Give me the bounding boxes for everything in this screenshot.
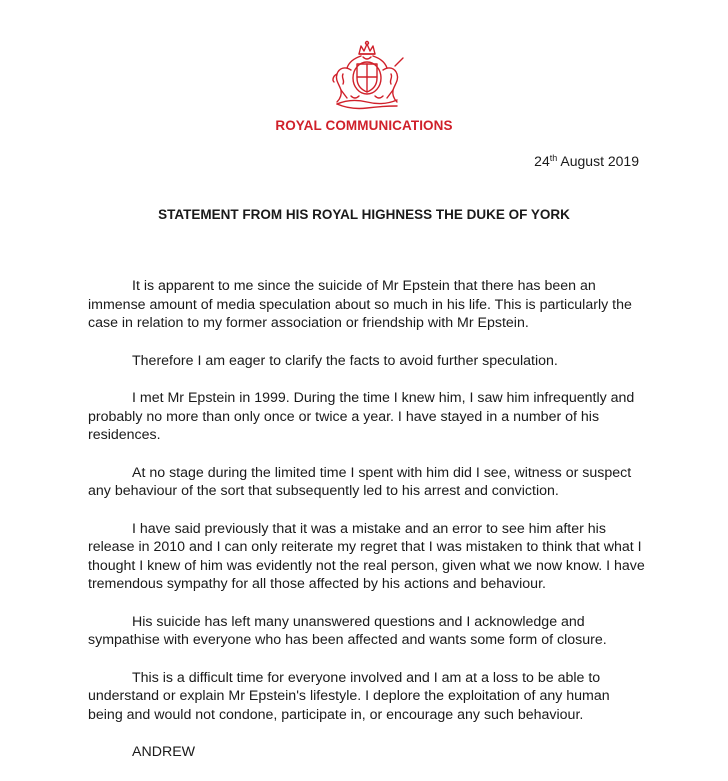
paragraph: At no stage during the limited time I spent with him did I see, witness or suspect any behaviour of the sort that subsequently led to his arrest and conviction. bbox=[88, 464, 632, 499]
paragraph: I have said previously that it was a mistake and an error to see him after his release in 2010 and I can only reiterate my regret that I was mistaken to think that what I thought I knew of him was evidently not the real person, given what we now know. I have tremendous sympathy for all those affected by his actions and behaviour. bbox=[88, 520, 645, 592]
paragraph: His suicide has left many unanswered questions and I acknowledge and sympathise with everyone who has been affected and wants some form of closure. bbox=[88, 613, 607, 648]
statement-body bbox=[88, 277, 648, 781]
royal-coat-of-arms-icon bbox=[321, 40, 413, 112]
date-ordinal-suffix: th bbox=[549, 153, 558, 163]
paragraph: This is a difficult time for everyone involved and I am at a loss to be able to understand or explain Mr Epstein's lifestyle. I deplore the exploitation of any human being and would not condone, participate in, or encourage any such behaviour. bbox=[88, 669, 610, 723]
date-month-year: August 2019 bbox=[557, 153, 639, 169]
paragraph: Therefore I am eager to clarify the facts to avoid further speculation. bbox=[132, 352, 558, 369]
paragraph: I met Mr Epstein in 1999. During the time I knew him, I saw him infrequently and probably no more than only once or twice a year. I have stayed in a number of his residences. bbox=[88, 390, 635, 443]
signature: ANDREW bbox=[132, 744, 196, 760]
date-day: 24 bbox=[534, 153, 550, 169]
org-name: ROYAL COMMUNICATIONS bbox=[275, 118, 453, 133]
statement-date bbox=[534, 153, 639, 169]
paragraph: It is apparent to me since the suicide of Mr Epstein that there has been an immense amount of media speculation about so much in his life. This is particularly the case in relation to my former association or friendship with Mr Epstein. bbox=[88, 278, 632, 331]
statement-title: STATEMENT FROM HIS ROYAL HIGHNESS THE DUKE OF YORK bbox=[158, 207, 570, 222]
